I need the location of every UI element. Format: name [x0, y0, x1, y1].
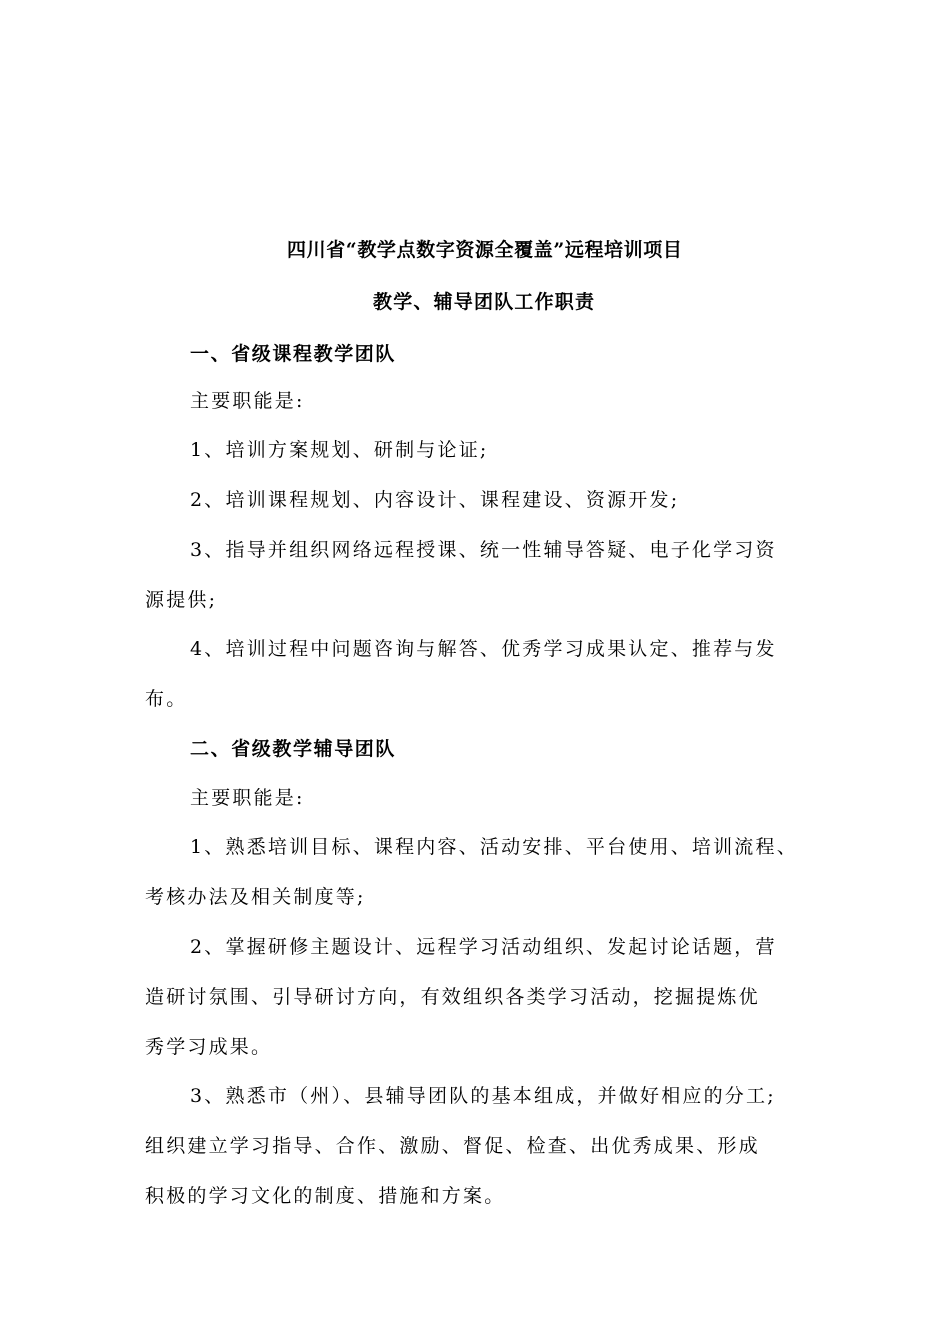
section-2-item-continuation: 秀学习成果。 — [145, 1036, 273, 1058]
section-2-item: 2、掌握研修主题设计、远程学习活动组织、发起讨论话题，营 — [190, 936, 777, 958]
section-1-item: 1、培训方案规划、研制与论证; — [190, 439, 489, 461]
section-1-item: 3、指导并组织网络远程授课、统一性辅导答疑、电子化学习资 — [190, 539, 777, 561]
section-1-heading: 一、省级课程教学团队 — [190, 343, 397, 365]
section-2-intro: 主要职能是: — [190, 787, 305, 809]
section-2-item-continuation: 考核办法及相关制度等; — [145, 886, 366, 908]
section-2-item: 3、熟悉市（州）、县辅导团队的基本组成，并做好相应的分工; — [190, 1085, 776, 1107]
section-1-item: 2、培训课程规划、内容设计、课程建设、资源开发; — [190, 489, 680, 511]
section-1-item-continuation: 源提供; — [145, 589, 218, 611]
section-1-intro: 主要职能是: — [190, 390, 305, 412]
section-2-item-continuation: 造研讨氛围、引导研讨方向，有效组织各类学习活动，挖掘提炼优 — [145, 986, 760, 1008]
section-1-item-continuation: 布。 — [145, 688, 188, 710]
section-2-heading: 二、省级教学辅导团队 — [190, 738, 397, 760]
section-2-item-continuation: 积极的学习文化的制度、措施和方案。 — [145, 1185, 506, 1207]
section-2-item-continuation: 组织建立学习指导、合作、激励、督促、检查、出优秀成果、形成 — [145, 1135, 760, 1157]
document-title-line-1: 四川省“教学点数字资源全覆盖”远程培训项目 — [287, 239, 683, 261]
section-2-item: 1、熟悉培训目标、课程内容、活动安排、平台使用、培训流程、 — [190, 836, 798, 858]
section-1-item: 4、培训过程中问题咨询与解答、优秀学习成果认定、推荐与发 — [190, 638, 777, 660]
document-title-line-2: 教学、辅导团队工作职责 — [373, 291, 596, 313]
